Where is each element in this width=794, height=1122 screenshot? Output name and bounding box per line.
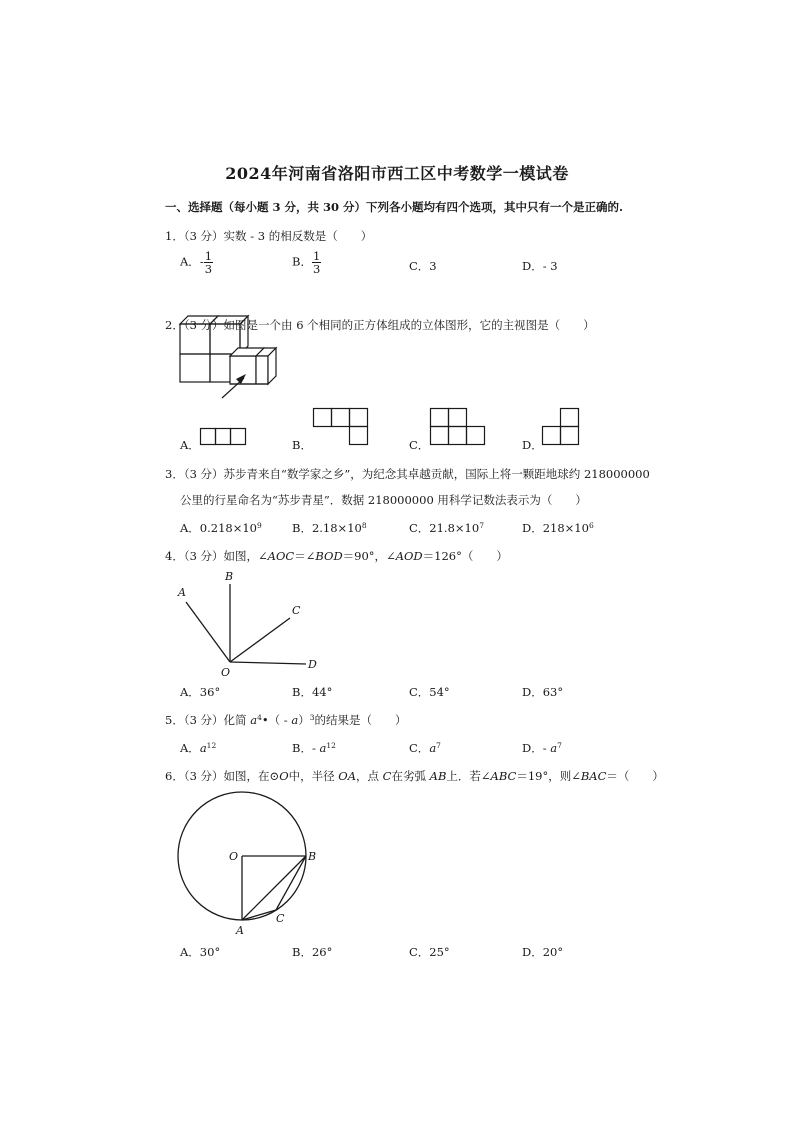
q5-d-var: a	[550, 741, 558, 755]
q3-c-exp: 7	[479, 521, 484, 530]
q1-a-denominator: 3	[204, 262, 213, 277]
q4-stem-text-1: 4．（3 分）如图，	[165, 549, 259, 563]
q6-label-o: O	[229, 850, 239, 863]
q3-option-c	[409, 520, 484, 536]
q5-b-exp: 12	[326, 741, 336, 750]
q1-b-label: B．	[292, 254, 312, 269]
q5-option-c	[409, 740, 441, 756]
q5-text-4: 的结果是（ ）	[314, 713, 407, 727]
q1-option-a	[180, 250, 213, 275]
q5-b-sign: -	[311, 741, 320, 755]
q3-b-base: B．2.18×10	[292, 521, 362, 535]
q6-text-7: ＝（ ）	[606, 769, 664, 783]
q4-angle-aod: ∠AOD	[386, 549, 423, 563]
q4-label-b: B	[225, 570, 234, 583]
q5-exp-2: 3	[309, 713, 315, 722]
q5-c-exp: 7	[436, 741, 441, 750]
q6-text-6: ＝19°，则∠	[516, 769, 581, 783]
q5-b-label: B．	[292, 741, 312, 755]
q1-option-c: C．3	[409, 259, 437, 273]
q5-a-exp: 12	[206, 741, 217, 750]
q2-option-d-label: D．	[522, 438, 543, 452]
ray-oc	[230, 618, 290, 662]
q6-label-b: B	[308, 850, 317, 863]
q2-option-c-figure	[430, 408, 490, 446]
q5-a-var: a	[199, 741, 207, 755]
q5-a-label: A．	[180, 741, 200, 755]
q1-option-b	[292, 250, 321, 275]
q3-stem-line2: 公里的行星命名为“苏步青星”．数据 218000000 用科学记数法表示为（ ）	[180, 493, 587, 507]
q3-a-exp: 9	[257, 521, 262, 530]
q6-label-c: C	[276, 912, 285, 925]
q1-option-d: D．- 3	[522, 259, 558, 273]
q5-d-sign: -	[542, 741, 551, 755]
q2-cube-figure	[172, 310, 302, 400]
q5-exp-1: 4	[257, 713, 262, 722]
q2-option-a-figure	[200, 428, 248, 446]
q1-a-sign: -	[199, 254, 204, 269]
q4-option-b: B．44°	[292, 685, 333, 699]
q3-c-base: C．21.8×10	[409, 521, 480, 535]
q2-option-a-label: A．	[180, 438, 200, 452]
exam-title: 2024年河南省洛阳市西工区中考数学一模试卷	[225, 164, 569, 183]
q5-option-a	[180, 740, 216, 756]
q6-var-bac: BAC	[580, 769, 607, 783]
q4-label-c: C	[292, 604, 301, 617]
q6-text-4: 在劣弧	[391, 769, 430, 783]
q5-stem	[165, 712, 406, 728]
chord-bc	[276, 856, 306, 910]
q6-var-ab: AB	[429, 769, 447, 783]
q6-text-2: 中，半径	[288, 769, 339, 783]
q3-a-base: A．0.218×10	[180, 521, 257, 535]
q6-text-5: 上．若∠	[446, 769, 491, 783]
q4-stem-eq: ＝	[294, 549, 306, 563]
q4-label-a: A	[178, 586, 186, 599]
q3-b-exp: 8	[361, 521, 367, 530]
q4-stem-text-3: ＝126°（ ）	[422, 549, 508, 563]
q6-text-3: ，点	[356, 769, 383, 783]
q6-stem	[165, 768, 664, 784]
q1-a-fraction	[204, 250, 213, 275]
q5-option-d	[522, 740, 562, 756]
q2-option-b-figure	[313, 408, 373, 446]
q3-option-b	[292, 520, 367, 536]
q6-var-oa: OA	[338, 769, 357, 783]
q6-var-abc: ABC	[490, 769, 517, 783]
q4-label-o: O	[221, 666, 231, 679]
q6-option-b: B．26°	[292, 945, 333, 959]
q4-stem-text-2: ＝90°，	[342, 549, 387, 563]
q5-d-label: D．	[522, 741, 543, 755]
q1-a-numerator: 1	[204, 249, 213, 263]
q5-d-exp: 7	[557, 741, 562, 750]
q4-angle-figure	[172, 572, 332, 682]
q5-c-label: C．	[409, 741, 430, 755]
q2-option-b-label: B．	[292, 438, 312, 452]
q3-d-base: D．218×10	[522, 521, 589, 535]
q4-label-d: D	[308, 658, 317, 671]
q4-angle-bod: ∠BOD	[305, 549, 343, 563]
q3-option-a	[180, 520, 262, 536]
q1-b-numerator: 1	[312, 249, 321, 263]
q1-b-fraction	[312, 250, 321, 275]
q4-stem	[165, 548, 508, 564]
q5-text-1: 5．（3 分）化简	[165, 713, 251, 727]
q2-stem: 2．（3 分）如图是一个由 6 个相同的正方体组成的立体图形，它的主视图是（ ）	[165, 318, 595, 332]
q6-option-c: C．25°	[409, 945, 450, 959]
q2-option-d-figure	[542, 408, 586, 446]
q6-var-c: C	[382, 769, 392, 783]
ray-oa	[186, 602, 230, 662]
q1-b-denominator: 3	[312, 262, 321, 277]
section-heading: 一、选择题（每小题 3 分，共 30 分）下列各小题均有四个选项，其中只有一个是正确的.	[165, 200, 624, 214]
q5-var-1: a	[250, 713, 258, 727]
q3-d-exp: 6	[588, 521, 594, 530]
ray-od	[230, 662, 306, 664]
q6-option-a: A．30°	[180, 945, 221, 959]
q6-circle-figure	[172, 790, 332, 940]
q2-option-c-label: C．	[409, 438, 430, 452]
q5-text-3: ）	[298, 713, 310, 727]
q1-stem: 1．（3 分）实数 - 3 的相反数是（ ）	[165, 229, 373, 243]
q6-text-1: 6．（3 分）如图，在⊙	[165, 769, 280, 783]
q4-angle-aoc: ∠AOC	[258, 549, 295, 563]
q6-var-o: O	[279, 769, 289, 783]
q1-a-label: A．	[180, 254, 200, 269]
q4-option-a: A．36°	[180, 685, 221, 699]
q5-option-b	[292, 740, 336, 756]
q3-option-d	[522, 520, 594, 536]
q5-c-var: a	[429, 741, 437, 755]
q6-option-d: D．20°	[522, 945, 564, 959]
q5-b-var: a	[319, 741, 327, 755]
q4-option-c: C．54°	[409, 685, 450, 699]
q3-stem-line1: 3．（3 分）苏步青来自“数学家之乡”，为纪念其卓越贡献，国际上将一颗距地球约 218000000	[165, 467, 650, 481]
q5-text-2: •（ -	[261, 713, 292, 727]
q4-option-d: D．63°	[522, 685, 564, 699]
q5-var-2: a	[291, 713, 299, 727]
q6-label-a: A	[236, 924, 244, 937]
